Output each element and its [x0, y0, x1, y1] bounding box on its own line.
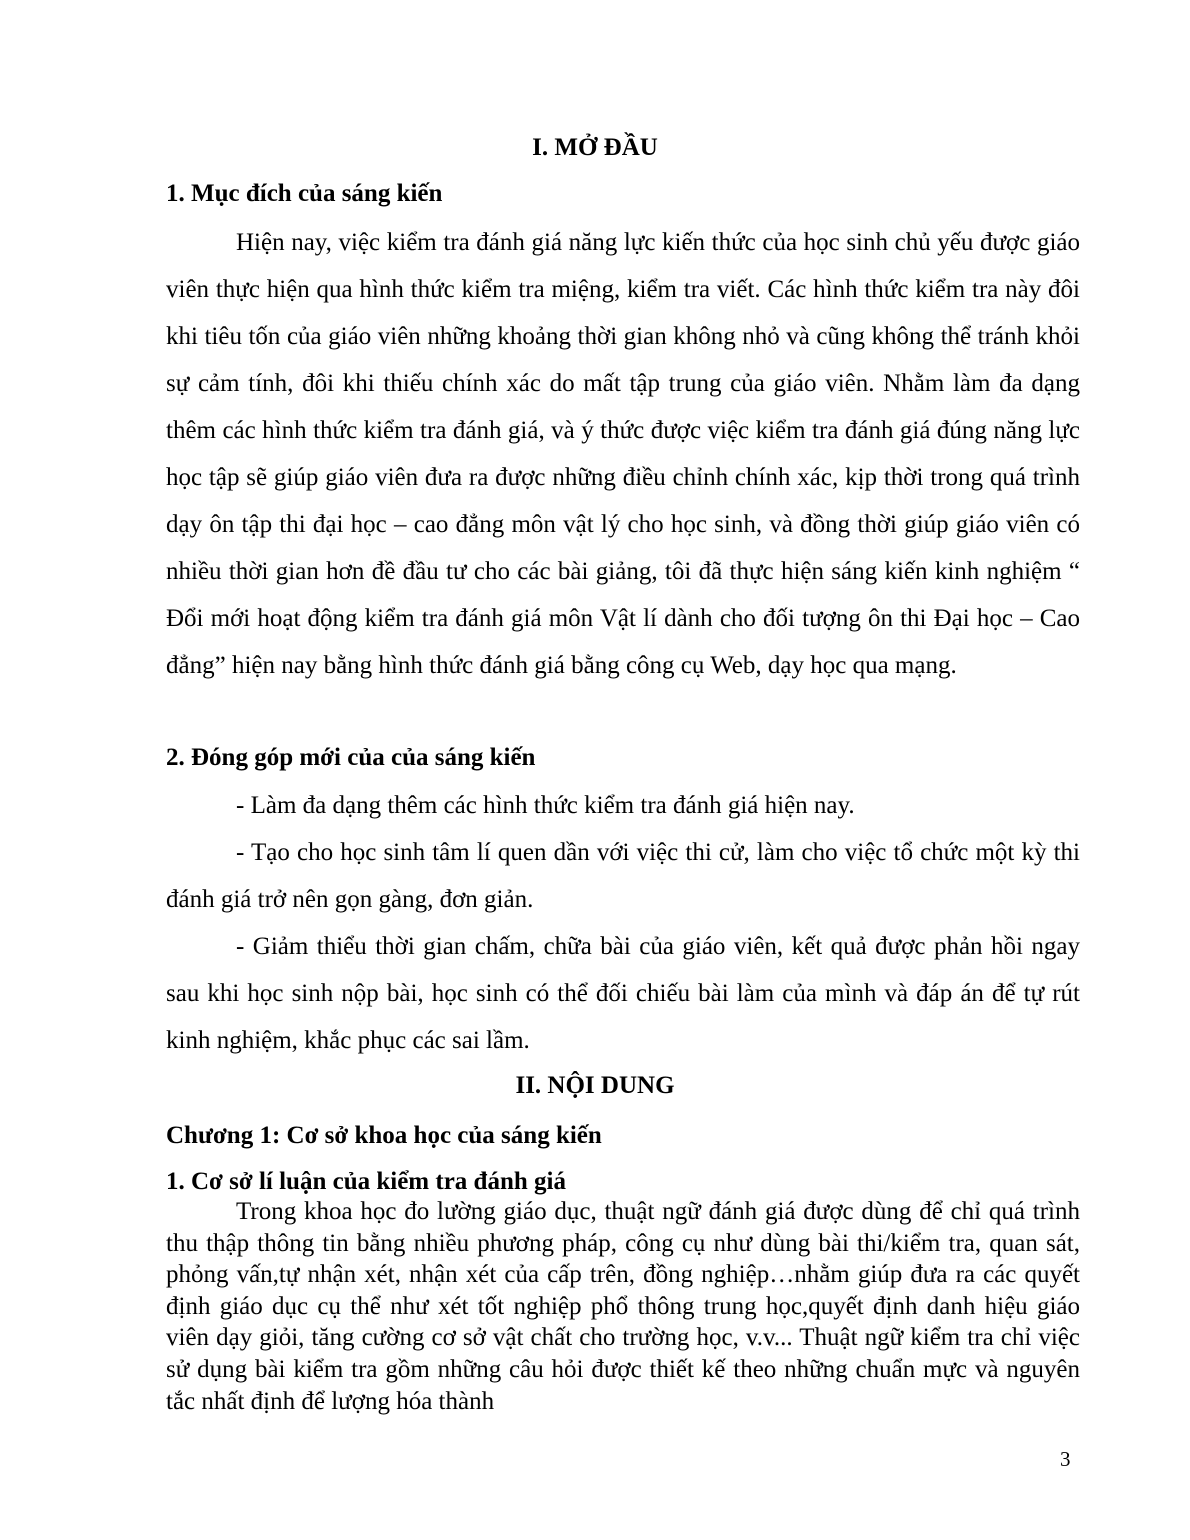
contribution-item-3: - Giảm thiểu thời gian chấm, chữa bài của giáo viên, kết quả được phản hồi ngay sau khi học sinh nộp bài, học sinh có thể đối chiếu bài làm của mình và đáp án để tự rút kinh nghiệm, khắc phục các sai lầm. — [166, 933, 1080, 1054]
chapter-heading: Chương 1: Cơ sở khoa học của sáng kiến — [166, 1122, 602, 1149]
page-number: 3 — [1060, 1447, 1071, 1471]
section-title-intro: I. MỞ ĐẦU — [532, 134, 658, 161]
subheading-contributions: 2. Đóng góp mới của của sáng kiến — [166, 744, 536, 771]
paragraph-purpose: Hiện nay, việc kiểm tra đánh giá năng lực kiến thức của học sinh chủ yếu được giáo viên thực hiện qua hình thức kiểm tra miệng, kiểm tra viết. Các hình thức kiểm tra này đôi khi tiêu tốn của giáo viên những khoảng thời gian không nhỏ và cũng không thể tránh khỏi sự cảm tính, đôi khi thiếu chính xác do mất tập trung của giáo viên. Nhằm làm đa dạng thêm các hình thức kiểm tra đánh giá, và ý thức được việc kiểm tra đánh giá đúng năng lực học tập sẽ giúp giáo viên đưa ra được những điều chỉnh chính xác, kịp thời trong quá trình dạy ôn tập thi đại học – cao đẳng môn vật lý cho học sinh, và đồng thời giúp giáo viên có nhiều thời gian hơn đề đầu tư cho các bài giảng, tôi đã thực hiện sáng kiến kinh nghiệm “ Đổi mới hoạt động kiểm tra đánh giá môn Vật lí dành cho đối tượng ôn thi Đại học – Cao đẳng” hiện nay bằng hình thức đánh giá bằng công cụ Web, dạy học qua mạng. — [166, 229, 1080, 679]
contribution-item-2: - Tạo cho học sinh tâm lí quen dần với việc thi cử, làm cho việc tổ chức một kỳ thi đánh giá trở nên gọn gàng, đơn giản. — [166, 839, 1080, 913]
contribution-item-1: - Làm đa dạng thêm các hình thức kiểm tra đánh giá hiện nay. — [236, 792, 855, 819]
subheading-theory: 1. Cơ sở lí luận của kiểm tra đánh giá — [166, 1168, 566, 1195]
paragraph-theory: Trong khoa học đo lường giáo dục, thuật ngữ đánh giá được dùng để chỉ quá trình thu thập thông tin bằng nhiều phương pháp, công cụ như dùng bài thi/kiểm tra, quan sát, phỏng vấn,tự nhận xét, nhận xét của cấp trên, đồng nghiệp…nhằm giúp đưa ra các quyết định giáo dục cụ thể như xét tốt nghiệp phổ thông trung học,quyết định danh hiệu giáo viên dạy giỏi, tăng cường cơ sở vật chất cho trường học, v.v... Thuật ngữ kiểm tra chỉ việc sử dụng bài kiểm tra gồm những câu hỏi được thiết kế theo những chuẩn mực và nguyên tắc nhất định để lượng hóa thành — [166, 1198, 1080, 1415]
section-title-content: II. NỘI DUNG — [515, 1072, 675, 1099]
subheading-purpose: 1. Mục đích của sáng kiến — [166, 180, 443, 207]
